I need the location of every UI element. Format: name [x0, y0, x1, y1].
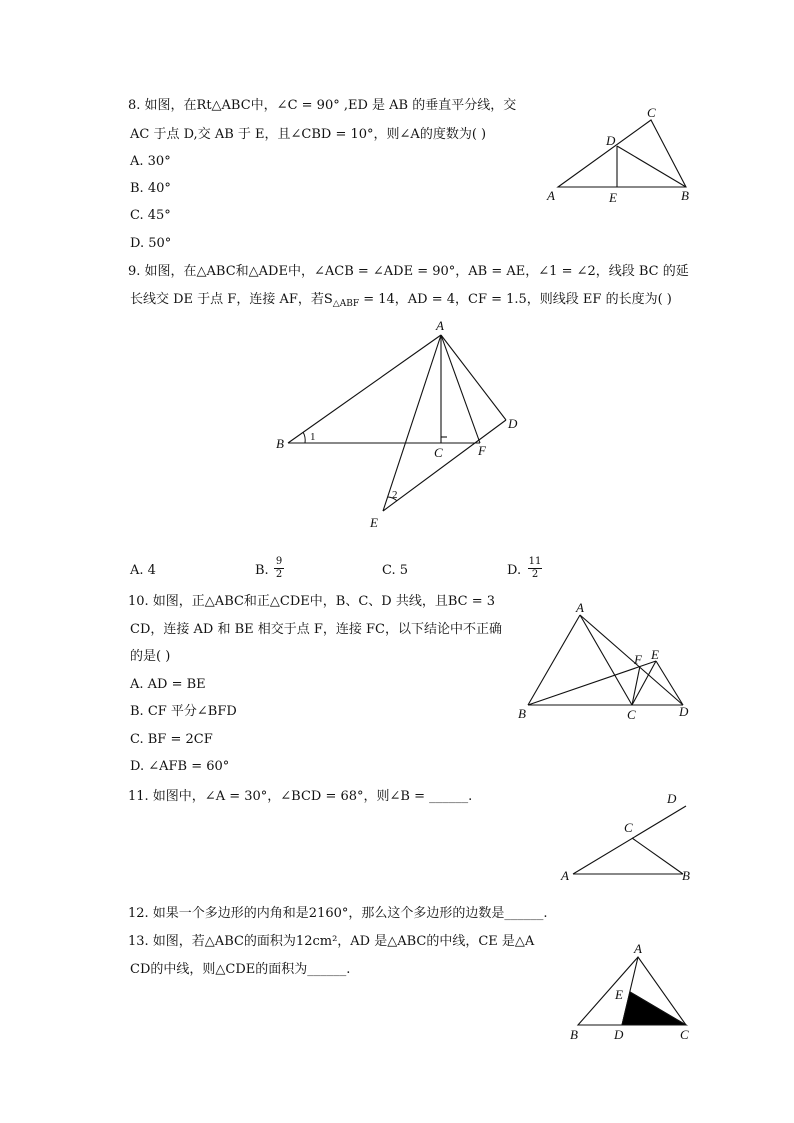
q8-option-a[interactable]: A. 30° — [130, 154, 171, 169]
q13-shaded-triangle-cde — [622, 992, 686, 1025]
q13-stem-line1: 13. 如图，若△ABC的面积为12cm²，AD 是△ABC的中线，CE 是△A — [128, 934, 535, 949]
q9-option-d-prefix: D. — [507, 563, 522, 578]
q10-label-b: B — [518, 706, 526, 721]
q9-option-a[interactable]: A. 4 — [130, 563, 156, 578]
q13-label-d: D — [614, 1027, 624, 1042]
q10-label-d: D — [679, 704, 689, 719]
q8-label-b: B — [681, 188, 689, 203]
q11-label-d: D — [667, 791, 677, 806]
q11-label-c: C — [624, 820, 633, 835]
q10-label-a: A — [576, 600, 584, 615]
q9-label-c: C — [434, 445, 443, 460]
q9-option-d-denominator: 2 — [531, 569, 539, 580]
q9-stem-line2-b: = 14，AD = 4，CF = 1.5，则线段 EF 的长度为( ) — [359, 292, 672, 307]
q10-label-e: E — [651, 647, 659, 662]
q9-stem-line1: 9. 如图，在△ABC和△ADE中，∠ACB = ∠ADE = 90°，AB = AE，∠1 = ∠2，线段 BC 的延 — [128, 264, 689, 279]
q10-stem-line3: 的是( ) — [130, 649, 171, 664]
q9-label-d: D — [508, 416, 518, 431]
q9-option-c[interactable]: C. 5 — [382, 563, 409, 578]
q13-label-b: B — [570, 1027, 578, 1042]
q11-stem-line1: 11. 如图中，∠A = 30°，∠BCD = 68°，则∠B = ______. — [128, 789, 473, 804]
q9-area-subscript: △ABF — [332, 299, 360, 309]
q9-option-b-prefix: B. — [255, 563, 269, 578]
q13-label-e: E — [615, 987, 623, 1002]
q10-option-b[interactable]: B. CF 平分∠BFD — [130, 704, 237, 719]
q8-label-a: A — [547, 188, 555, 203]
q8-label-e: E — [609, 190, 617, 205]
q9-option-d-numerator: 11 — [528, 556, 542, 567]
q10-option-d[interactable]: D. ∠AFB = 60° — [130, 759, 230, 774]
q10-option-c[interactable]: C. BF = 2CF — [130, 732, 213, 747]
q9-label-a: A — [436, 318, 444, 333]
q10-label-f: F — [634, 652, 642, 667]
q9-stem-line2-a: 长线交 DE 于点 F，连接 AF，若S — [130, 292, 333, 307]
q8-stem-line2: AC 于点 D,交 AB 于 E，且∠CBD = 10°，则∠A的度数为( ) — [130, 127, 487, 142]
q10-label-c: C — [627, 707, 636, 722]
q8-label-d: D — [606, 133, 616, 148]
q9-option-b-numerator: 9 — [275, 556, 283, 567]
q12-stem-line1: 12. 如果一个多边形的内角和是2160°，那么这个多边形的边数是______. — [128, 906, 548, 921]
q8-option-d[interactable]: D. 50° — [130, 236, 172, 251]
q10-stem-line2: CD，连接 AD 和 BE 相交于点 F，连接 FC，以下结论中不正确 — [130, 622, 503, 637]
q9-label-one: 1 — [310, 431, 316, 443]
q8-option-b[interactable]: B. 40° — [130, 181, 171, 196]
q13-label-a: A — [634, 941, 642, 956]
q9-label-e: E — [370, 515, 378, 530]
q13-label-c: C — [680, 1027, 689, 1042]
q10-stem-line1: 10. 如图，正△ABC和正△CDE中，B、C、D 共线，且BC = 3 — [128, 594, 496, 609]
q9-label-b: B — [276, 436, 284, 451]
q8-option-c[interactable]: C. 45° — [130, 208, 171, 223]
q9-label-two: 2 — [392, 489, 398, 501]
q9-label-f: F — [478, 443, 486, 458]
q13-stem-line2: CD的中线，则△CDE的面积为______. — [130, 962, 351, 977]
q8-stem-line1: 8. 如图，在Rt△ABC中，∠C = 90° ,ED 是 AB 的垂直平分线，交 — [128, 98, 517, 113]
q11-label-a: A — [561, 868, 569, 883]
q8-label-c: C — [647, 105, 656, 120]
q9-option-b-denominator: 2 — [275, 569, 283, 580]
q10-option-a[interactable]: A. AD = BE — [130, 677, 206, 692]
q11-label-b: B — [682, 868, 690, 883]
